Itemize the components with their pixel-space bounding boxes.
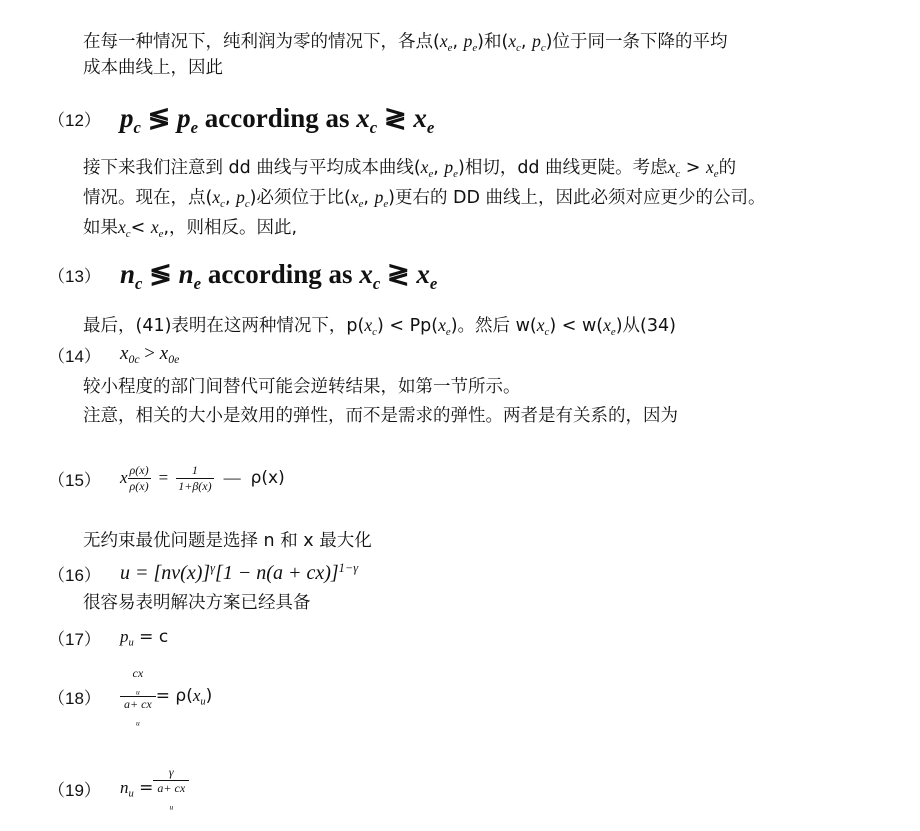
equation-body: $p_u = c$ <box>120 627 169 649</box>
paragraph-1 <box>83 28 903 81</box>
paragraph-4-line-1: 较小程度的部门间替代可能会逆转结果，如第一节所示。 <box>83 377 521 397</box>
equation-body: $n_c$ ≶ $n_e$ according as $x_c$ ≷ $x_e$ <box>120 258 438 293</box>
equation-rhs: ρ(x) <box>250 468 285 488</box>
fraction-one-over: $\frac{1}{1+\beta(x)}$ <box>178 462 212 493</box>
paragraph-2-line-2: 情况。现在，点($x_c$, $p_c$)必须位于比($x_e$, $p_e$)更右的 DD 曲线上，因此必须对应更少的公司。 <box>83 187 766 210</box>
equation-number: （14） <box>48 346 101 366</box>
paragraph-2-line-1: 接下来我们注意到 dd 曲线与平均成本曲线($x_e$, $p_e$)相切，dd 曲线更陡。考虑$x_c > x_e$的 <box>83 157 737 180</box>
paragraph-4 <box>83 373 903 431</box>
equation-13 <box>48 254 437 294</box>
equation-17 <box>48 622 168 652</box>
equation-body: $x_{0c} > x_{0e}$ <box>120 343 180 367</box>
fraction-rho-over-rho: $\frac{\rho(x)}{\rho(x)}$ <box>129 462 149 493</box>
paragraph-2-line-3: 如果$x_c< x_e$,，则相反。因此, <box>83 217 298 240</box>
equation-number: （18） <box>48 688 101 708</box>
paragraph-6 <box>83 590 311 616</box>
equation-body: $u = [nv(x)]^\gamma[1 - n(a + cx)]^{1-\gamma}$ <box>120 560 359 584</box>
fraction-cx-over: cx $_u$ a+ cx $_u$ <box>120 666 156 727</box>
equation-number: （15） <box>48 470 101 490</box>
paragraph-3: 最后，(41)表明在这两种情况下，$p(x_c) < Pp(x_e)$。然后 $w(x_c) < w(x_e)$从(34) <box>83 315 676 338</box>
equation-number: （16） <box>48 565 101 585</box>
paragraph-5 <box>83 528 372 554</box>
equation-rhs: = $\rho(x_u)$ <box>155 686 213 708</box>
paragraph-2 <box>83 153 913 243</box>
dash: — <box>223 468 241 487</box>
equation-16 <box>48 558 358 588</box>
paragraph-4-line-2: 注意，相关的大小是效用的弹性，而不是需求的弹性。两者是有关系的，因为 <box>83 406 678 426</box>
equation-18 <box>48 665 213 728</box>
equation-12 <box>48 98 434 138</box>
equation-var-x: x <box>120 468 128 487</box>
fraction-gamma-over: γ a+ cx $_u$ <box>153 765 189 811</box>
paragraph-5-line-1: 无约束最优问题是选择 n 和 x 最大化 <box>83 531 372 551</box>
paragraph-1-line-2: 成本曲线上，因此 <box>83 58 223 78</box>
paragraph-6-line-1: 很容易表明解决方案已经具备 <box>83 593 311 613</box>
equation-number: （17） <box>48 629 101 649</box>
equation-number: （12） <box>48 110 101 130</box>
equation-19 <box>48 765 189 812</box>
equals-sign: = <box>158 468 169 487</box>
equation-number: （19） <box>48 780 101 800</box>
equation-15 <box>48 458 285 498</box>
equation-body: $p_c$ ≶ $p_e$ according as $x_c$ ≷ $x_e$ <box>120 102 435 137</box>
equation-lhs: $n_u$ = <box>120 778 154 800</box>
equation-number: （13） <box>48 266 101 286</box>
paragraph-1-line-1: 在每一种情况下，纯利润为零的情况下，各点($x_e$, $p_e$)和($x_c$, $p_c$)位于同一条下降的平均 <box>83 31 728 54</box>
equation-14 <box>48 340 179 368</box>
